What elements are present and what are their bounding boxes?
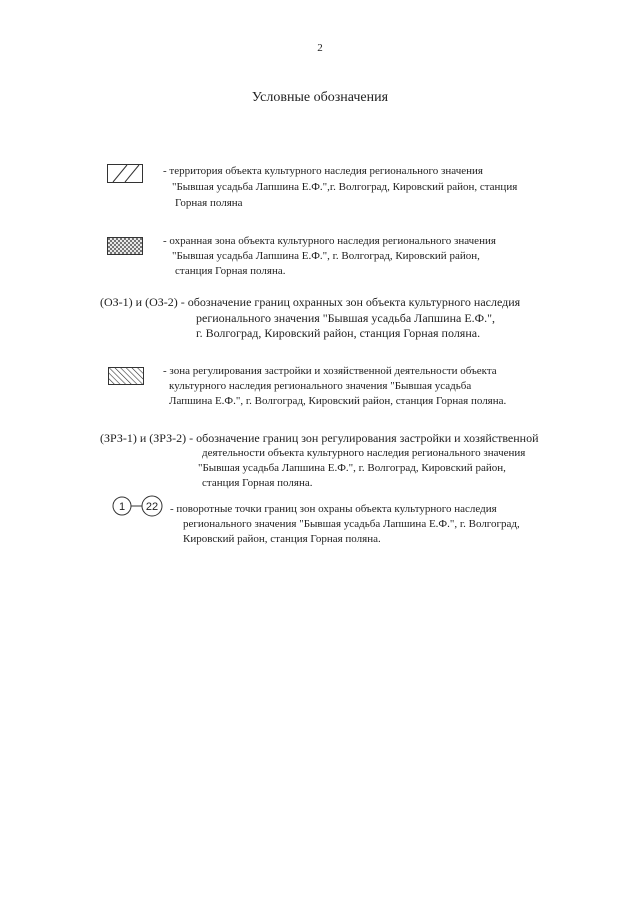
legend-item-4-line-2: культурного наследия регионального значения "Бывшая усадьба: [169, 380, 472, 392]
legend-item-2-line-3: станция Горная поляна.: [175, 265, 286, 277]
legend-item-3-line-3: г. Волгоград, Кировский район, станция Горная поляна.: [196, 326, 481, 340]
legend-item-3-line-1: (ОЗ-1) и (ОЗ-2) - обозначение границ охранных зон объекта культурного наследия: [100, 295, 521, 309]
legend-item-1-line-1: - территория объекта культурного наследия регионального значения: [163, 165, 483, 177]
legend-item-4-line-3: Лапшина Е.Ф.", г. Волгоград, Кировский район, станция Горная поляна.: [169, 395, 507, 407]
legend-item-5-line-3: "Бывшая усадьба Лапшина Е.Ф.", г. Волгоград, Кировский район,: [198, 462, 506, 474]
security-zone-crosshatch-symbol: [107, 237, 143, 255]
legend-item-5-line-1: (ЗРЗ-1) и (ЗРЗ-2) - обозначение границ зон регулирования застройки и хозяйственной: [100, 431, 539, 445]
legend-item-1-line-2: "Бывшая усадьба Лапшина Е.Ф.",г. Волгоград, Кировский район, станция: [172, 181, 518, 193]
legend-item-5-line-2: деятельности объекта культурного наследия регионального значения: [202, 447, 526, 459]
legend-item-2-line-2: "Бывшая усадьба Лапшина Е.Ф.", г. Волгоград, Кировский район,: [172, 250, 480, 262]
legend-item-5-line-4: станция Горная поляна.: [202, 477, 313, 489]
legend-item-6-line-1: - поворотные точки границ зон охраны объекта культурного наследия: [170, 503, 497, 515]
point-start-label: 1: [118, 501, 126, 513]
legend-item-2-line-1: - охранная зона объекта культурного наследия регионального значения: [163, 235, 496, 247]
legend-item-4-line-1: - зона регулирования застройки и хозяйственной деятельности объекта: [163, 365, 497, 377]
page-title: Условные обозначения: [251, 90, 389, 105]
regulation-zone-hatch-symbol: [108, 367, 144, 385]
page-number: 2: [317, 42, 323, 54]
legend-item-1-line-3: Горная поляна: [175, 197, 243, 209]
legend-item-6-line-2: регионального значения "Бывшая усадьба Лапшина Е.Ф.", г. Волгоград,: [183, 518, 520, 530]
legend-item-3-line-2: регионального значения "Бывшая усадьба Лапшина Е.Ф.",: [196, 311, 496, 325]
legend-item-6-line-3: Кировский район, станция Горная поляна.: [183, 533, 381, 545]
turning-points-symbol: [112, 495, 164, 517]
point-end-label: 22: [145, 501, 159, 513]
territory-hatch-symbol: [107, 164, 143, 183]
